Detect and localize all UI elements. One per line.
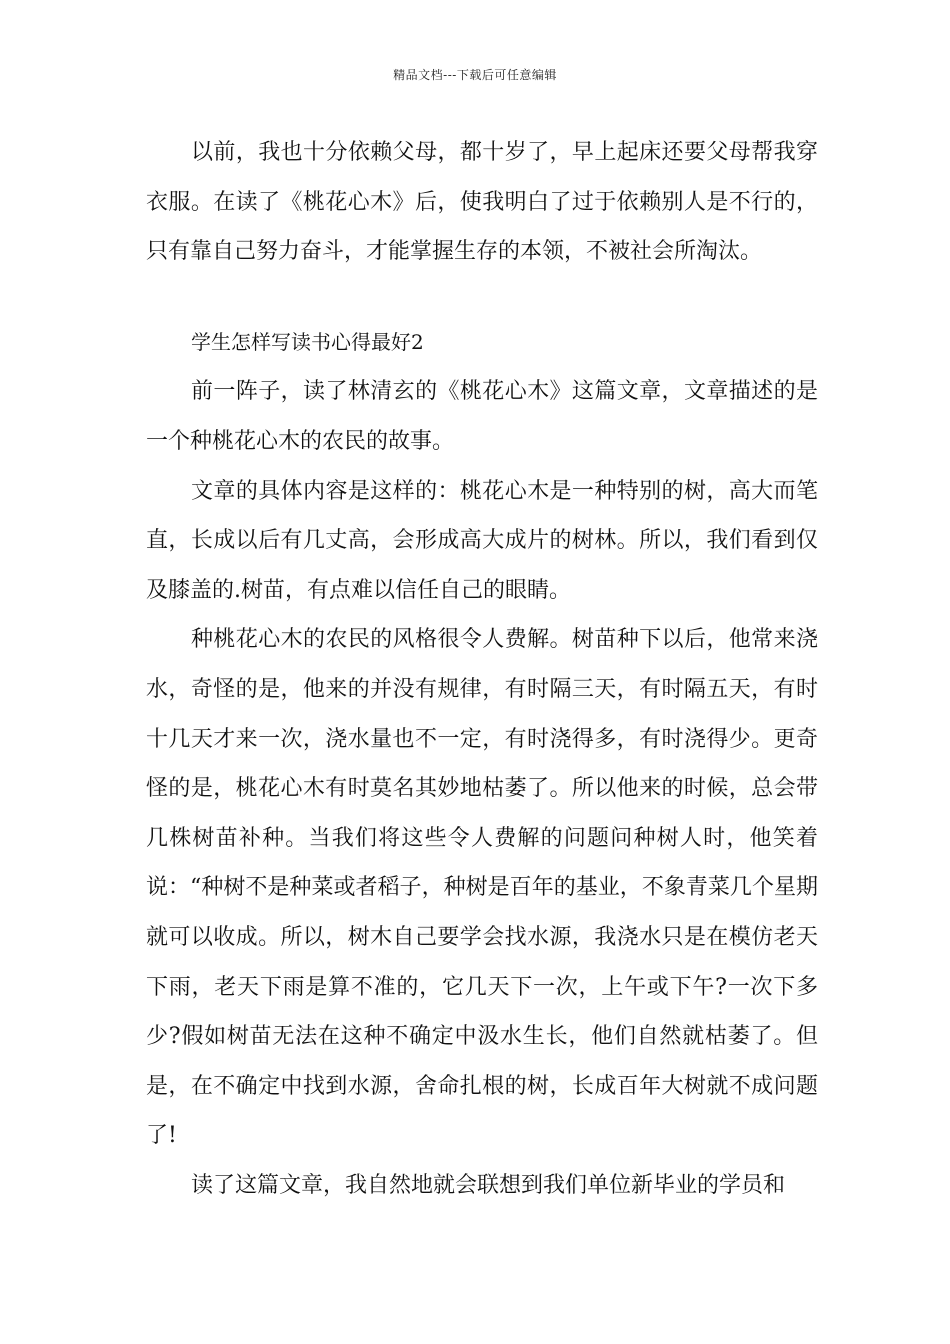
page-header: 精品文档---下载后可任意编辑: [393, 68, 557, 82]
paragraph: 读了这篇文章，我自然地就会联想到我们单位新毕业的学员和: [191, 1172, 786, 1198]
paragraph: 以前，我也十分依赖父母，都十岁了，早上起床还要父母帮我穿衣服。在读了《桃花心木》后，使我明白了过于依赖别人是不行的，只有靠自己努力奋斗，才能掌握生存的本领，不被社会所淘汰。: [146, 140, 818, 265]
document-body: [146, 128, 818, 1210]
paragraph: 前一阵子，读了林清玄的《桃花心木》这篇文章，文章描述的是一个种桃花心木的农民的故事。: [146, 379, 818, 454]
section-title: 学生怎样写读书心得最好2: [191, 329, 424, 354]
paragraph: 种桃花心木的农民的风格很令人费解。树苗种下以后，他常来浇水，奇怪的是，他来的并没有规律，有时隔三天，有时隔五天，有时十几天才来一次，浇水量也不一定，有时浇得多，有时浇得少。更奇怪的是，桃花心木有时莫名其妙地枯萎了。所以他来的时候，总会带几株树苗补种。当我们将这些令人费解的问题问种树人时，他笑着说：“种树不是种菜或者稻子，种树是百年的基业，不象青菜几个星期就可以收成。所以，树木自己要学会找水源，我浇水只是在模仿老天下雨，老天下雨是算不准的，它几天下一次，上午或下午?一次下多少?假如树苗无法在这种不确定中汲水生长，他们自然就枯萎了。但是，在不确定中找到水源，舍命扎根的树，长成百年大树就不成问题了!: [146, 627, 818, 1149]
paragraph: 文章的具体内容是这样的：桃花心木是一种特别的树，高大而笔直，长成以后有几丈高，会形成高大成片的树林。所以，我们看到仅及膝盖的.树苗，有点难以信任自己的眼睛。: [146, 478, 818, 603]
